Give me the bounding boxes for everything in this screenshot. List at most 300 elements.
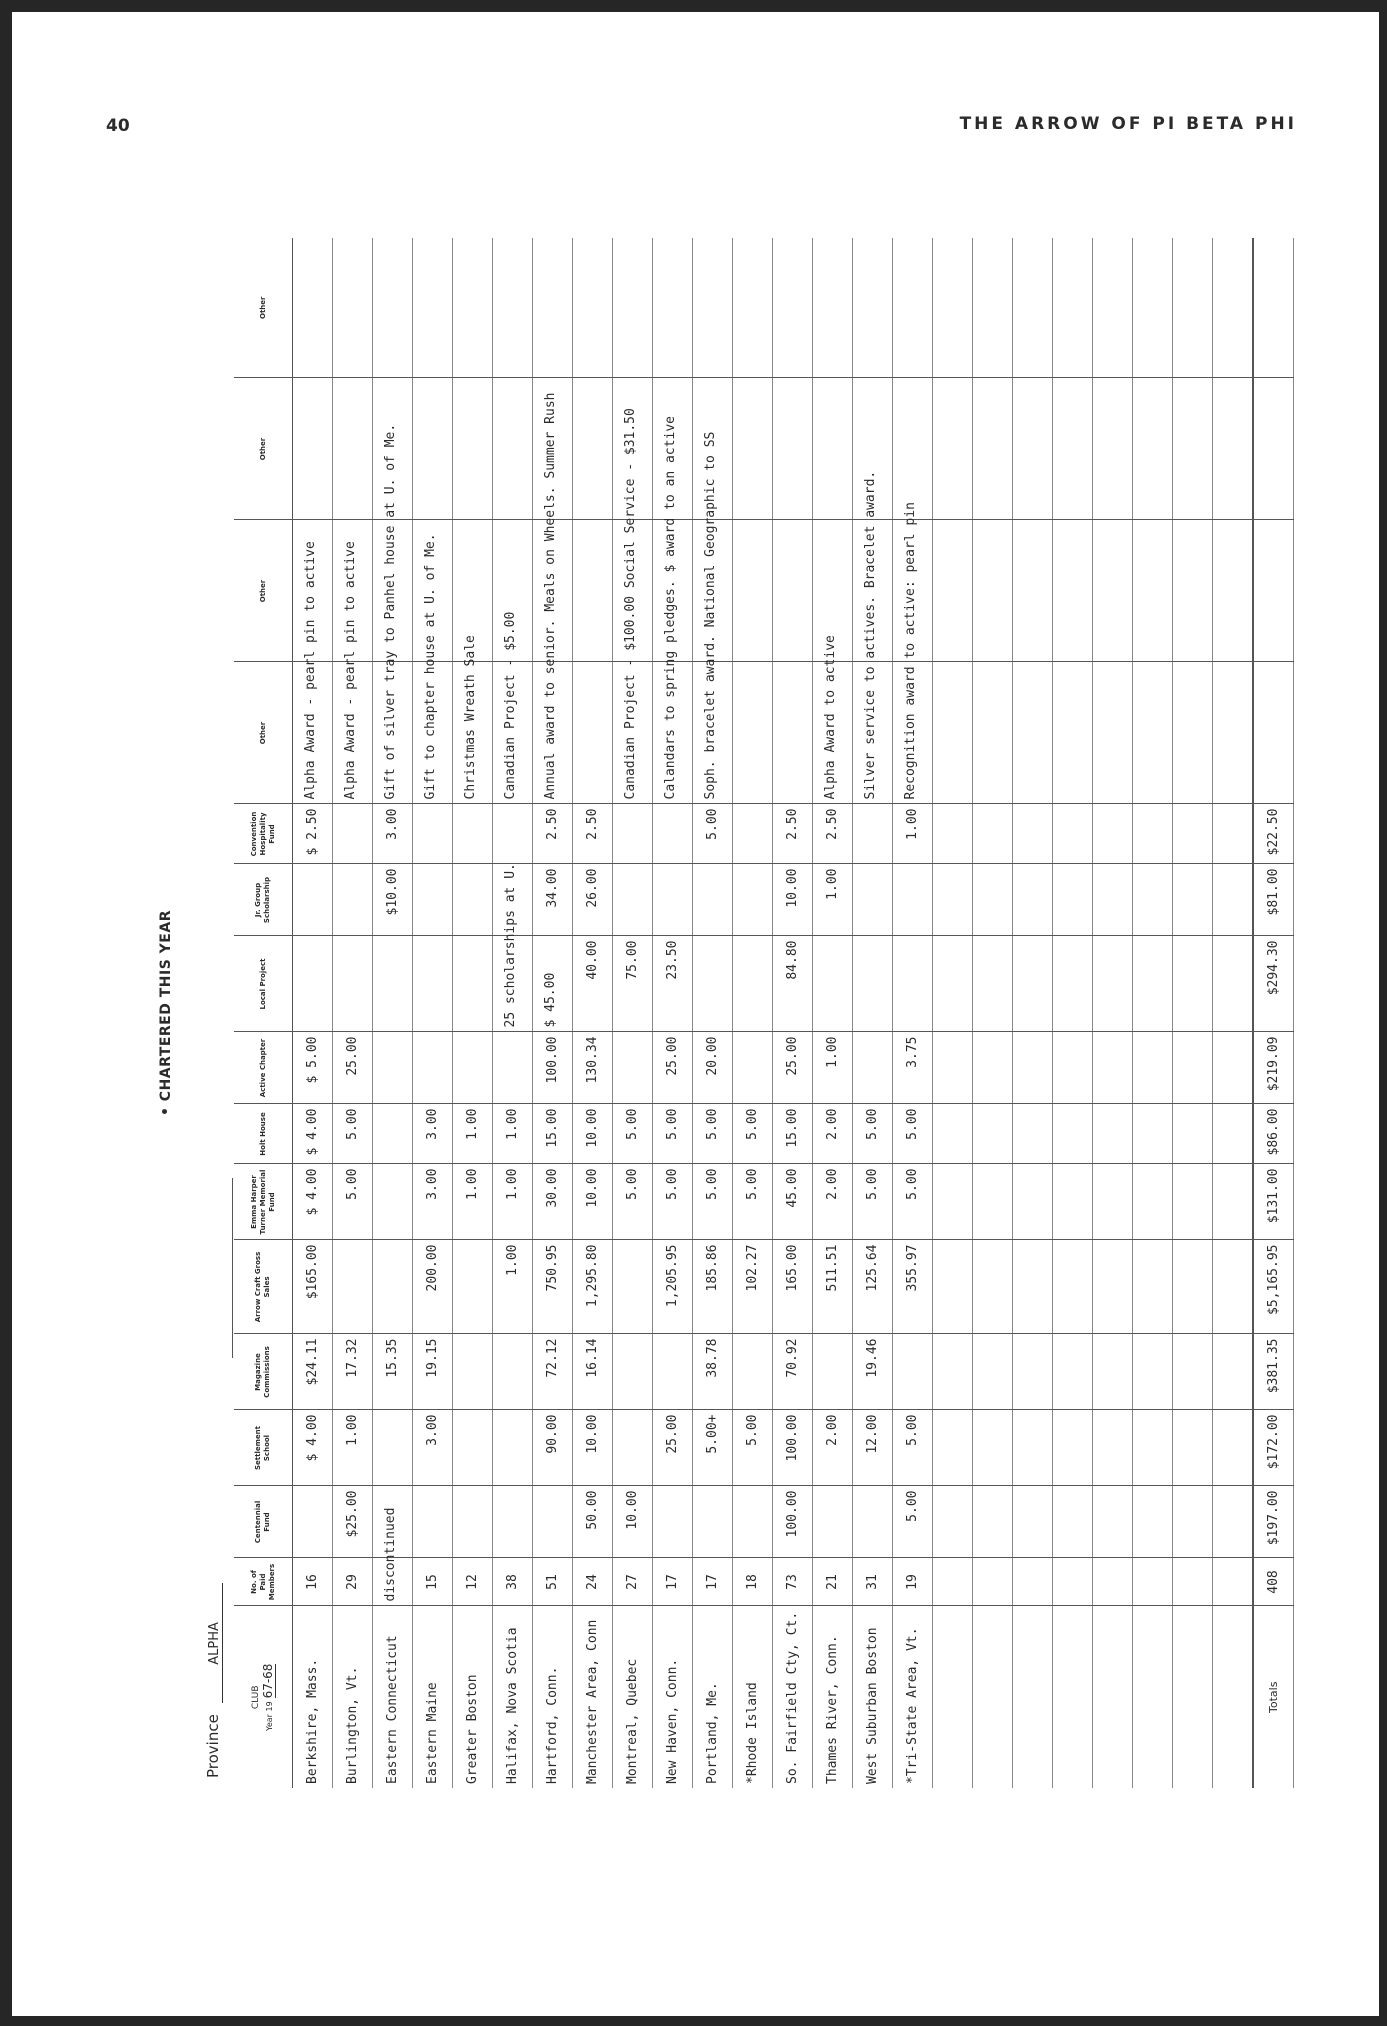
cell-local: 40.00: [572, 936, 612, 1032]
cell-local: [412, 936, 452, 1032]
blank-cell: [1172, 1558, 1212, 1606]
cell-active: 25.00: [332, 1032, 372, 1104]
province-field: [204, 1583, 223, 1778]
cell-emma: 5.00: [852, 1164, 892, 1240]
club-report-table: [234, 238, 1294, 1788]
cell-holt: 15.00: [532, 1104, 572, 1164]
cell-settlement: 25.00: [652, 1410, 692, 1486]
blank-cell: [1012, 1240, 1052, 1334]
cell-arrowcraft: 511.51: [812, 1240, 852, 1334]
header-other: Other: [234, 378, 293, 520]
cell-club: Portland, Me.: [692, 1606, 732, 1788]
cell-other-empty: [772, 378, 812, 520]
blank-cell: [1052, 1486, 1092, 1558]
cell-convention: 5.00: [692, 804, 732, 864]
cell-other: Alpha Award to active: [812, 662, 852, 804]
cell-local: [812, 936, 852, 1032]
cell-other: Soph. bracelet award. National Geographic to SS: [692, 662, 732, 804]
blank-cell: [1172, 1606, 1212, 1788]
cell-magazine: [812, 1334, 852, 1410]
blank-cell: [1052, 1410, 1092, 1486]
blank-cell: [1012, 1164, 1052, 1240]
blank-cell: [1212, 1104, 1253, 1164]
cell-club: Manchester Area, Conn: [572, 1606, 612, 1788]
table-row: [772, 238, 812, 1788]
blank-row: [1172, 238, 1212, 1788]
blank-cell: [1172, 1334, 1212, 1410]
table-row: [732, 238, 772, 1788]
blank-cell: [1092, 864, 1132, 936]
cell-arrowcraft: 125.64: [852, 1240, 892, 1334]
blank-row: [932, 238, 972, 1788]
table-row: [852, 238, 892, 1788]
cell-other-empty: [892, 378, 932, 520]
cell-centennial: [532, 1486, 572, 1558]
cell-holt: 5.00: [652, 1104, 692, 1164]
cell-other: Gift to chapter house at U. of Me.: [412, 662, 452, 804]
cell-local: 84.80: [772, 936, 812, 1032]
header-other: Other: [234, 520, 293, 662]
cell-members: discontinued: [372, 1558, 412, 1606]
cell-convention: $ 2.50: [292, 804, 332, 864]
blank-cell: [1172, 804, 1212, 864]
table-row: [412, 238, 452, 1788]
blank-cell: [1092, 378, 1132, 520]
cell-members: 21: [812, 1558, 852, 1606]
table-row: [812, 238, 852, 1788]
cell-members: 15: [412, 1558, 452, 1606]
cell-other-empty: [572, 520, 612, 662]
journal-title: THE ARROW OF PI BETA PHI: [959, 114, 1297, 134]
blank-cell: [1092, 1606, 1132, 1788]
blank-cell: [932, 238, 972, 378]
cell-other-empty: [572, 378, 612, 520]
blank-cell: [1132, 1558, 1172, 1606]
blank-cell: [932, 1606, 972, 1788]
cell-other-empty: [332, 238, 372, 378]
blank-cell: [1092, 1334, 1132, 1410]
cell-holt: 2.00: [812, 1104, 852, 1164]
blank-cell: [1092, 804, 1132, 864]
cell-other-empty: [612, 238, 652, 378]
header-other: Other: [234, 662, 293, 804]
header-club: CLUB Year 19 67-68: [234, 1606, 293, 1788]
cell-other-empty: [452, 238, 492, 378]
cell-settlement: 3.00: [412, 1410, 452, 1486]
blank-cell: [1052, 1164, 1092, 1240]
cell-club: Berkshire, Mass.: [292, 1606, 332, 1788]
blank-cell: [972, 1606, 1012, 1788]
cell-active: [732, 1032, 772, 1104]
header-rule: [232, 1178, 233, 1358]
blank-cell: [1172, 1486, 1212, 1558]
cell-holt: 5.00: [892, 1104, 932, 1164]
blank-cell: [1212, 1032, 1253, 1104]
cell-centennial: [692, 1486, 732, 1558]
scan-border-left: [0, 0, 12, 2026]
cell-members: 12: [452, 1558, 492, 1606]
cell-club: Montreal, Quebec: [612, 1606, 652, 1788]
cell-other-empty: [372, 238, 412, 378]
blank-cell: [972, 520, 1012, 662]
blank-cell: [972, 936, 1012, 1032]
cell-centennial: [812, 1486, 852, 1558]
blank-cell: [1052, 1032, 1092, 1104]
scan-border-bottom: [0, 2016, 1387, 2026]
cell-emma: 1.00: [492, 1164, 532, 1240]
cell-arrowcraft: [372, 1240, 412, 1334]
cell-magazine: [732, 1334, 772, 1410]
cell-club: Halifax, Nova Scotia: [492, 1606, 532, 1788]
cell-convention: 2.50: [532, 804, 572, 864]
cell-active: [372, 1032, 412, 1104]
cell-local: [332, 936, 372, 1032]
blank-cell: [1172, 1164, 1212, 1240]
blank-cell: [1212, 662, 1253, 804]
blank-cell: [932, 1334, 972, 1410]
blank-cell: [1172, 936, 1212, 1032]
table-row: [572, 238, 612, 1788]
cell-active: [452, 1032, 492, 1104]
cell-members: 29: [332, 1558, 372, 1606]
cell-members: 19: [892, 1558, 932, 1606]
cell-settlement: 5.00: [892, 1410, 932, 1486]
cell-arrowcraft: 355.97: [892, 1240, 932, 1334]
cell-settlement: [612, 1410, 652, 1486]
blank-cell: [1212, 1558, 1253, 1606]
cell-convention: 2.50: [572, 804, 612, 864]
cell-other-empty: [572, 238, 612, 378]
total-settlement: $172.00: [1253, 1410, 1294, 1486]
cell-settlement: [492, 1410, 532, 1486]
blank-cell: [1012, 1334, 1052, 1410]
cell-settlement: 5.00+: [692, 1410, 732, 1486]
cell-local: $ 45.00: [532, 936, 572, 1032]
cell-settlement: 10.00: [572, 1410, 612, 1486]
blank-cell: [1172, 238, 1212, 378]
cell-arrowcraft: [332, 1240, 372, 1334]
cell-members: 38: [492, 1558, 532, 1606]
blank-cell: [932, 864, 972, 936]
cell-magazine: 16.14: [572, 1334, 612, 1410]
cell-other: Alpha Award - pearl pin to active: [292, 662, 332, 804]
blank-cell: [1212, 1486, 1253, 1558]
blank-cell: [1132, 1486, 1172, 1558]
cell-convention: [652, 804, 692, 864]
blank-row: [972, 238, 1012, 1788]
cell-jrgroup: 34.00: [532, 864, 572, 936]
blank-cell: [1172, 864, 1212, 936]
header-magazine: Magazine Commissions: [234, 1334, 293, 1410]
blank-cell: [972, 1334, 1012, 1410]
cell-convention: 2.50: [812, 804, 852, 864]
blank-cell: [1132, 1410, 1172, 1486]
header-members: No. of Paid Members: [234, 1558, 293, 1606]
cell-club: Burlington, Vt.: [332, 1606, 372, 1788]
scan-border-right: [1379, 0, 1387, 2026]
blank-cell: [1212, 864, 1253, 936]
total-local: $294.30: [1253, 936, 1294, 1032]
cell-other: [572, 662, 612, 804]
blank-cell: [1052, 1240, 1092, 1334]
cell-centennial: [732, 1486, 772, 1558]
cell-holt: 5.00: [732, 1104, 772, 1164]
header-row: [234, 238, 293, 1788]
blank-cell: [1012, 864, 1052, 936]
blank-cell: [972, 238, 1012, 378]
blank-row: [1052, 238, 1092, 1788]
cell-members: 18: [732, 1558, 772, 1606]
page-number: 40: [106, 116, 130, 136]
cell-magazine: [452, 1334, 492, 1410]
blank-cell: [932, 662, 972, 804]
blank-cell: [1172, 520, 1212, 662]
cell-local: [452, 936, 492, 1032]
blank-cell: [1012, 662, 1052, 804]
cell-arrowcraft: 750.95: [532, 1240, 572, 1334]
cell-other: Canadian Project - $5.00: [492, 662, 532, 804]
cell-centennial: [492, 1486, 532, 1558]
cell-club: West Suburban Boston: [852, 1606, 892, 1788]
cell-local: [292, 936, 332, 1032]
cell-club: *Rhode Island: [732, 1606, 772, 1788]
cell-magazine: $24.11: [292, 1334, 332, 1410]
cell-other: [732, 662, 772, 804]
cell-centennial: 100.00: [772, 1486, 812, 1558]
cell-emma: 10.00: [572, 1164, 612, 1240]
cell-other: [772, 662, 812, 804]
cell-magazine: [492, 1334, 532, 1410]
cell-other-empty: [292, 238, 332, 378]
blank-cell: [1132, 520, 1172, 662]
blank-cell: [932, 378, 972, 520]
blank-cell: [1092, 1032, 1132, 1104]
blank-cell: [1212, 1334, 1253, 1410]
cell-local: 25 scholarships at U.: [492, 936, 532, 1032]
header-centennial: Centennial Fund: [234, 1486, 293, 1558]
table-row: [692, 238, 732, 1788]
total-holt: $86.00: [1253, 1104, 1294, 1164]
cell-settlement: 2.00: [812, 1410, 852, 1486]
total-other-empty: [1253, 520, 1294, 662]
total-other-empty: [1253, 662, 1294, 804]
total-emma: $131.00: [1253, 1164, 1294, 1240]
cell-emma: 30.00: [532, 1164, 572, 1240]
cell-magazine: 72.12: [532, 1334, 572, 1410]
cell-settlement: [372, 1410, 412, 1486]
cell-active: 25.00: [772, 1032, 812, 1104]
blank-cell: [932, 1032, 972, 1104]
cell-arrowcraft: $165.00: [292, 1240, 332, 1334]
cell-jrgroup: 1.00: [812, 864, 852, 936]
cell-jrgroup: 26.00: [572, 864, 612, 936]
cell-members: 24: [572, 1558, 612, 1606]
cell-active: [492, 1032, 532, 1104]
blank-cell: [972, 864, 1012, 936]
blank-cell: [1012, 1032, 1052, 1104]
blank-cell: [1092, 1558, 1132, 1606]
blank-cell: [1132, 1606, 1172, 1788]
cell-local: [372, 936, 412, 1032]
cell-active: [852, 1032, 892, 1104]
cell-other-empty: [332, 378, 372, 520]
cell-jrgroup: [332, 864, 372, 936]
table-row: [492, 238, 532, 1788]
table-body: [292, 238, 1293, 1788]
cell-holt: 5.00: [692, 1104, 732, 1164]
cell-club: So. Fairfield Cty, Ct.: [772, 1606, 812, 1788]
total-centennial: $197.00: [1253, 1486, 1294, 1558]
blank-cell: [1012, 1486, 1052, 1558]
cell-local: [692, 936, 732, 1032]
total-other-empty: [1253, 378, 1294, 520]
cell-active: 20.00: [692, 1032, 732, 1104]
cell-other: Canadian Project - $100.00 Social Service - $31.50: [612, 662, 652, 804]
table-row: [372, 238, 412, 1788]
cell-active: 25.00: [652, 1032, 692, 1104]
blank-cell: [1052, 1104, 1092, 1164]
rotated-report-sheet: [157, 238, 1281, 1788]
cell-active: 1.00: [812, 1032, 852, 1104]
cell-settlement: $ 4.00: [292, 1410, 332, 1486]
blank-cell: [1212, 804, 1253, 864]
cell-other-empty: [452, 378, 492, 520]
blank-cell: [1132, 1240, 1172, 1334]
cell-holt: 15.00: [772, 1104, 812, 1164]
blank-cell: [1092, 1164, 1132, 1240]
cell-convention: [852, 804, 892, 864]
header-emma: Emma Harper Turner Memorial Fund: [234, 1164, 293, 1240]
cell-emma: 45.00: [772, 1164, 812, 1240]
blank-cell: [932, 1410, 972, 1486]
cell-centennial: $25.00: [332, 1486, 372, 1558]
blank-cell: [1132, 662, 1172, 804]
blank-cell: [972, 1104, 1012, 1164]
cell-members: 17: [692, 1558, 732, 1606]
cell-emma: $ 4.00: [292, 1164, 332, 1240]
blank-cell: [932, 1558, 972, 1606]
blank-cell: [1052, 1606, 1092, 1788]
header-active: Active Chapter: [234, 1032, 293, 1104]
blank-cell: [1212, 936, 1253, 1032]
header-settlement: Settlement School: [234, 1410, 293, 1486]
cell-other-empty: [492, 238, 532, 378]
cell-arrowcraft: 200.00: [412, 1240, 452, 1334]
cell-other: Gift of silver tray to Panhel house at U. of Me.: [372, 662, 412, 804]
cell-magazine: 70.92: [772, 1334, 812, 1410]
header-holt: Holt House: [234, 1104, 293, 1164]
cell-club: Eastern Connecticut: [372, 1606, 412, 1788]
blank-cell: [1092, 1410, 1132, 1486]
total-jrgroup: $81.00: [1253, 864, 1294, 936]
header-convention: Convention Hospitality Fund: [234, 804, 293, 864]
cell-arrowcraft: 1,205.95: [652, 1240, 692, 1334]
chartered-note: • CHARTERED THIS YEAR: [157, 910, 174, 1117]
cell-other: Silver service to actives. Bracelet award.: [852, 662, 892, 804]
blank-cell: [1052, 520, 1092, 662]
cell-jrgroup: [692, 864, 732, 936]
cell-arrowcraft: 1,295.80: [572, 1240, 612, 1334]
blank-cell: [1012, 378, 1052, 520]
cell-centennial: [412, 1486, 452, 1558]
cell-other: Alpha Award - pearl pin to active: [332, 662, 372, 804]
blank-cell: [1132, 1334, 1172, 1410]
blank-cell: [972, 804, 1012, 864]
blank-cell: [972, 1410, 1012, 1486]
blank-row: [1212, 238, 1253, 1788]
cell-magazine: 19.46: [852, 1334, 892, 1410]
cell-other-empty: [772, 238, 812, 378]
blank-row: [1092, 238, 1132, 1788]
cell-other: Christmas Wreath Sale: [452, 662, 492, 804]
cell-jrgroup: [652, 864, 692, 936]
blank-cell: [932, 1486, 972, 1558]
cell-active: [612, 1032, 652, 1104]
cell-settlement: 90.00: [532, 1410, 572, 1486]
cell-emma: 5.00: [612, 1164, 652, 1240]
blank-cell: [1092, 662, 1132, 804]
blank-cell: [1132, 936, 1172, 1032]
blank-cell: [1132, 1164, 1172, 1240]
cell-settlement: 100.00: [772, 1410, 812, 1486]
totals-row: [1253, 238, 1294, 1788]
cell-club: Greater Boston: [452, 1606, 492, 1788]
cell-arrowcraft: 165.00: [772, 1240, 812, 1334]
cell-holt: 1.00: [452, 1104, 492, 1164]
header-arrowcraft: Arrow Craft Gross Sales: [234, 1240, 293, 1334]
cell-convention: [412, 804, 452, 864]
cell-convention: [732, 804, 772, 864]
cell-other-empty: [532, 238, 572, 378]
blank-cell: [1092, 1486, 1132, 1558]
cell-settlement: 5.00: [732, 1410, 772, 1486]
blank-cell: [932, 1104, 972, 1164]
cell-arrowcraft: 1.00: [492, 1240, 532, 1334]
total-arrowcraft: $5,165.95: [1253, 1240, 1294, 1334]
blank-cell: [932, 520, 972, 662]
blank-cell: [1212, 238, 1253, 378]
cell-active: 130.34: [572, 1032, 612, 1104]
blank-cell: [1052, 936, 1092, 1032]
total-active: $219.09: [1253, 1032, 1294, 1104]
cell-arrowcraft: [612, 1240, 652, 1334]
cell-members: 27: [612, 1558, 652, 1606]
cell-active: [412, 1032, 452, 1104]
blank-row: [1132, 238, 1172, 1788]
cell-convention: 3.00: [372, 804, 412, 864]
cell-convention: [612, 804, 652, 864]
blank-cell: [1092, 520, 1132, 662]
cell-members: 73: [772, 1558, 812, 1606]
cell-members: 16: [292, 1558, 332, 1606]
cell-centennial: [652, 1486, 692, 1558]
cell-emma: 2.00: [812, 1164, 852, 1240]
cell-other-empty: [412, 378, 452, 520]
cell-members: 31: [852, 1558, 892, 1606]
cell-convention: [332, 804, 372, 864]
blank-cell: [1052, 1558, 1092, 1606]
cell-active: $ 5.00: [292, 1032, 332, 1104]
cell-centennial: 5.00: [892, 1486, 932, 1558]
cell-arrowcraft: 102.27: [732, 1240, 772, 1334]
cell-club: Hartford, Conn.: [532, 1606, 572, 1788]
cell-magazine: [612, 1334, 652, 1410]
table-row: [452, 238, 492, 1788]
blank-cell: [932, 1240, 972, 1334]
cell-centennial: [292, 1486, 332, 1558]
cell-jrgroup: [452, 864, 492, 936]
cell-jrgroup: [612, 864, 652, 936]
